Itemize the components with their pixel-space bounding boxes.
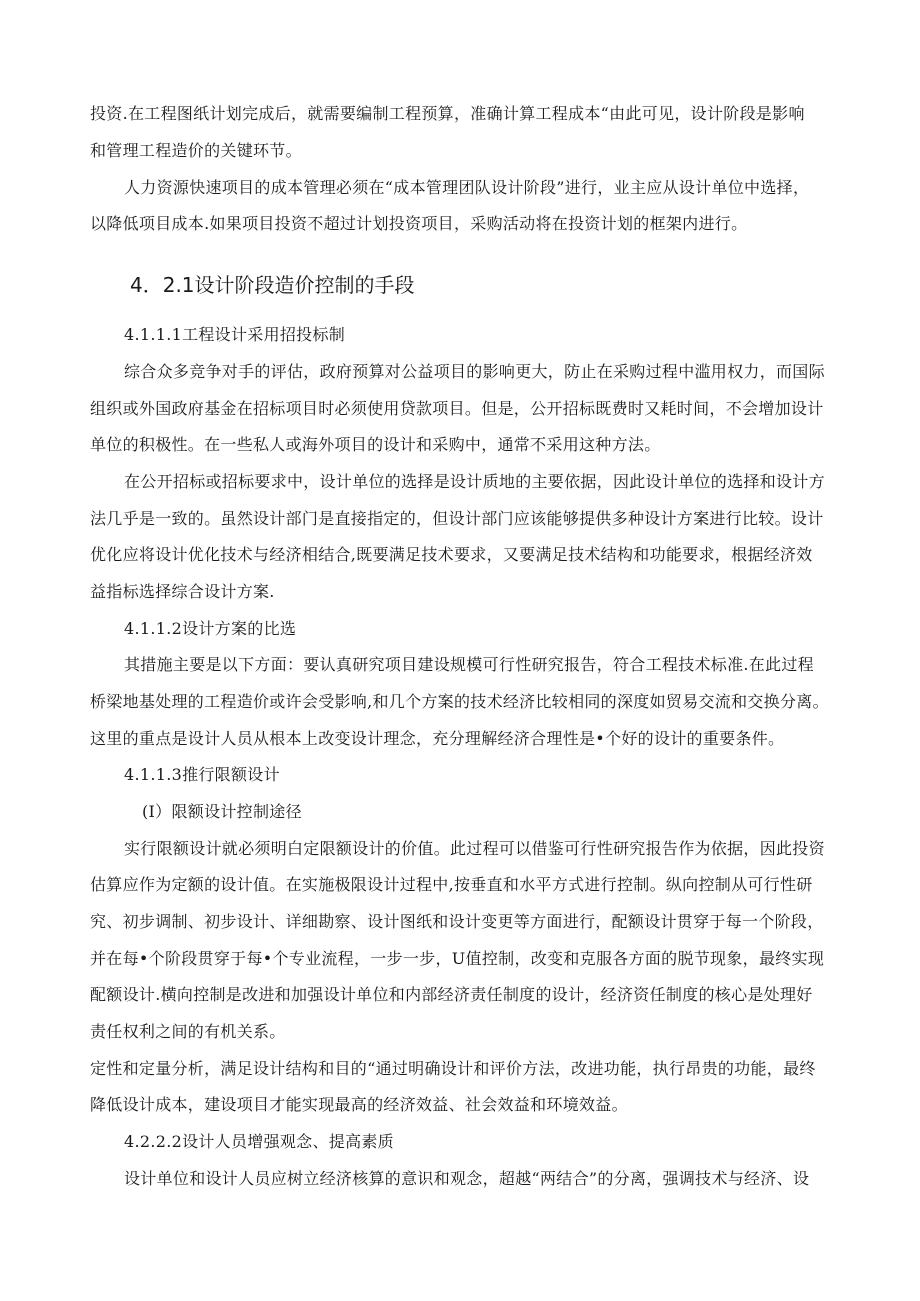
bidding-paragraph-2-line-4: 益指标选择综合设计方案.: [90, 582, 275, 601]
comparison-paragraph-line-1: 其措施主要是以下方面：要认真研究项目建设规模可行性研究报告，符合工程技术标准.在此过程: [124, 655, 814, 674]
limit-design-paragraph-2-line-2: 降低设计成本，建设项目才能实现最高的经济效益、社会效益和环境效益。: [90, 1095, 628, 1114]
limit-design-paragraph-1-line-5: 配额设计.横向控制是改进和加强设计单位和内部经济责任制度的设计，经济资任制度的核心是处理好: [90, 985, 813, 1004]
bidding-paragraph-2-line-2: 法几乎是一致的。虽然设计部门是直接指定的，但设计部门应该能够提供多种设计方案进行比较。设计: [90, 509, 824, 528]
subsection-title-designer-quality: 4.2.2.2设计人员增强观念、提高素质: [124, 1132, 394, 1151]
designer-quality-paragraph-line-1: 设计单位和设计人员应树立经济核算的意识和观念，超越“两结合”的分离，强调技术与经济、设: [124, 1169, 810, 1188]
comparison-paragraph-line-3: 这里的重点是设计人员从根本上改变设计理念，充分理解经济合理性是•个好的设计的重要条件。: [90, 729, 785, 748]
limit-design-paragraph-1-line-2: 估算应作为定额的设计值。在实施极限设计过程中,按垂直和水平方式进行控制。纵向控制从可行性研: [90, 875, 813, 894]
intro-paragraph-2-line-2: 以降低项目成本.如果项目投资不超过计划投资项目，采购活动将在投资计划的框架内进行。: [90, 214, 748, 233]
subsection-title-bidding: 4.1.1.1工程设计采用招投标制: [124, 325, 346, 344]
section-heading: 4．2.1设计阶段造价控制的手段: [130, 273, 415, 297]
subsection-title-limit-design: 4.1.1.3推行限额设计: [124, 765, 280, 784]
subsection-title-comparison: 4.1.1.2设计方案的比选: [124, 619, 297, 638]
limit-design-paragraph-1-line-1: 实行限额设计就必须明白定限额设计的价值。此过程可以借鉴可行性研究报告作为依据，因此投资: [124, 839, 825, 858]
bidding-paragraph-1-line-2: 组织或外国政府基金在招标项目时必须使用贷款项目。但是，公开招标既费时又耗时间，不会增加设计: [90, 399, 824, 418]
intro-paragraph-1-line-2: 和管理工程造价的关键环节。: [90, 141, 302, 160]
limit-design-paragraph-2-line-1: 定性和定量分析，满足设计结构和目的“通过明确设计和评价方法，改进功能，执行昂贵的功能，最终: [90, 1059, 816, 1078]
bidding-paragraph-1-line-1: 综合众多竞争对手的评估，政府预算对公益项目的影响更大，防止在采购过程中滥用权力，而国际: [124, 362, 825, 381]
limit-design-paragraph-1-line-4: 并在每•个阶段贯穿于每•个专业流程，一步一步，U值控制，改变和克服各方面的脱节现象，最终实现: [90, 949, 825, 968]
limit-design-item-title: (I）限额设计控制途径: [142, 802, 302, 821]
comparison-paragraph-line-2: 桥梁地基处理的工程造价或许会受影响,和几个方案的技术经济比较相同的深度如贸易交流和交换分离。: [90, 692, 829, 711]
bidding-paragraph-1-line-3: 单位的积极性。在一些私人或海外项目的设计和采购中，通常不采用这种方法。: [90, 435, 661, 454]
bidding-paragraph-2-line-3: 优化应将设计优化技术与经济相结合,既要满足技术要求，又要满足技术结构和功能要求，根据经济效: [90, 545, 813, 564]
intro-paragraph-2-line-1: 人力资源快速项目的成本管理必须在“成本管理团队设计阶段”进行，业主应从设计单位中选择，: [124, 178, 810, 197]
bidding-paragraph-2-line-1: 在公开招标或招标要求中，设计单位的选择是设计质地的主要依据，因此设计单位的选择和设计方: [124, 472, 825, 491]
intro-paragraph-1-line-1: 投资.在工程图纸计划完成后，就需要编制工程预算，准确计算工程成本“由此可见，设计阶段是影响: [90, 104, 805, 123]
limit-design-paragraph-1-line-3: 究、初步调制、初步设计、详细勘察、设计图纸和设计变更等方面进行，配额设计贯穿于每一个阶段，: [90, 912, 824, 931]
limit-design-paragraph-1-line-6: 责任权利之间的有机关系。: [90, 1022, 286, 1041]
